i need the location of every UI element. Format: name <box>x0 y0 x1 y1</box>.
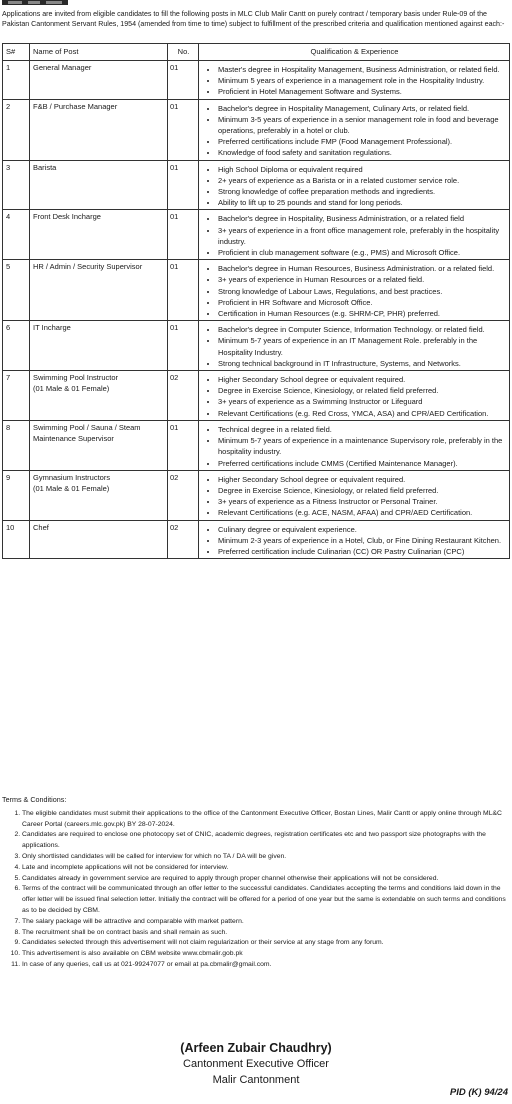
row-sn: 7 <box>3 371 30 421</box>
row-qualifications <box>199 160 510 210</box>
row-post-count: 01 <box>168 99 199 160</box>
row-sn: 2 <box>3 99 30 160</box>
row-post-name <box>30 61 168 100</box>
qualification-item: • Proficient in HR Software and Microsoft Office. <box>218 297 507 308</box>
post-name-line: IT Incharge <box>33 323 71 333</box>
row-post-name <box>30 520 168 559</box>
row-post-count: 01 <box>168 321 199 371</box>
terms-item: 2. Candidates are required to enclose one photocopy set of CNIC, academic degrees, registration certificates etc and two passport size photographs with the applications. <box>22 830 510 852</box>
qualification-item: • Technical degree in a related field. <box>218 424 507 435</box>
header-sn: S# <box>3 44 30 61</box>
table-row <box>3 321 510 371</box>
qualification-item: • Minimum 2-3 years of experience in a Hotel, Club, or Fine Dining Restaurant Kitchen. <box>218 535 507 546</box>
qualification-list <box>202 263 507 319</box>
signatory-name: (Arfeen Zubair Chaudhry) <box>180 1041 332 1055</box>
row-post-name <box>30 160 168 210</box>
terms-item: 10. This advertisement is also available on CBM website www.cbmalir.gob.pk <box>22 949 510 960</box>
qualification-item: • 2+ years of experience as a Barista or in a related customer service role. <box>218 175 507 186</box>
row-post-name <box>30 321 168 371</box>
qualification-item: • Master's degree in Hospitality Management, Business Administration, or related field. <box>218 64 507 75</box>
qualification-item: • Preferred certifications include FMP (Food Management Professional). <box>218 136 507 147</box>
table-row <box>3 99 510 160</box>
qualification-item: • Higher Secondary School degree or equivalent required. <box>218 474 507 485</box>
pid-number: PID (K) 94/24 <box>449 1087 508 1098</box>
cut-off-header-logo <box>2 0 68 6</box>
row-qualifications <box>199 371 510 421</box>
row-qualifications <box>199 520 510 559</box>
terms-item: 7. The salary package will be attractive and comparable with market pattern. <box>22 917 510 928</box>
row-post-name <box>30 371 168 421</box>
qualification-item: • Higher Secondary School degree or equivalent required. <box>218 374 507 385</box>
qualification-item: • Culinary degree or equivalent experience. <box>218 524 507 535</box>
posts-table <box>2 43 510 559</box>
intro-paragraph: Applications are invited from eligible candidates to fill the following posts in MLC Club Malir Cantt on purely contract / temporary basis under Rule-09 of the Pakistan Cantonment Servant Rules, 1954 (amended from time to time) subject to fulfillment of the prescribed criteria and qualification mentioned against each:- <box>2 10 505 28</box>
qualification-item: • Ability to lift up to 25 pounds and stand for long periods. <box>218 197 507 208</box>
qualification-list <box>202 324 507 369</box>
qualification-item: • Relevant Certifications (e.g. Red Cross, YMCA, ASA) and CPR/AED Certification. <box>218 408 507 419</box>
row-post-count: 01 <box>168 420 199 470</box>
row-sn: 4 <box>3 210 30 260</box>
row-post-count: 01 <box>168 260 199 321</box>
table-row <box>3 520 510 559</box>
row-post-count: 02 <box>168 520 199 559</box>
qualification-item: • Degree in Exercise Science, Kinesiology, or related field preferred. <box>218 485 507 496</box>
qualification-item: • Proficient in Hotel Management Software and Systems. <box>218 86 507 97</box>
terms-item: 1. The eligible candidates must submit their applications to the office of the Cantonment Executive Officer, Bostan Lines, Malir Cantt or apply online through ML&C Career Portal (careers.mlc.gov.pk) BY 28-07-2024. <box>22 809 510 831</box>
qualification-item: • Preferred certification include Culinarian (CC) OR Pastry Culinarian (CPC) <box>218 546 507 557</box>
qualification-item: • 3+ years of experience in Human Resources or a related field. <box>218 274 507 285</box>
table-row <box>3 260 510 321</box>
post-name-line: General Manager <box>33 63 92 72</box>
terms-item: 11. In case of any queries, call us at 021-99247077 or email at pa.cbmalir@gmail.com. <box>22 960 510 971</box>
terms-item: 6. Terms of the contract will be communicated through an offer letter to the successful candidates. Candidates accepting the terms and conditions laid down in the offer letter will be issued final selection letter. Initially the contract will be offered for a period of one year but the same is extendable on such terms and conditions as to be decided by CBM. <box>22 884 510 916</box>
row-qualifications <box>199 260 510 321</box>
qualification-item: • Strong knowledge of coffee preparation methods and ingredients. <box>218 186 507 197</box>
qualification-item: • 3+ years of experience in a front office management role, preferably in the hospitality industry. <box>218 225 507 247</box>
qualification-item: • Bachelor's degree in Human Resources, Business Administration. or a related field. <box>218 263 507 274</box>
qualification-item: • Preferred certifications include CMMS (Certified Maintenance Manager). <box>218 458 507 469</box>
row-post-name <box>30 210 168 260</box>
qualification-item: • 3+ years of experience as a Swimming Instructor or Lifeguard <box>218 396 507 407</box>
post-name-line: F&B / Purchase Manager <box>33 101 118 111</box>
table-row <box>3 210 510 260</box>
header-qualification: Qualification & Experience <box>199 44 510 61</box>
qualification-list <box>202 64 507 98</box>
row-post-name <box>30 420 168 470</box>
row-sn: 1 <box>3 61 30 100</box>
qualification-list <box>202 424 507 469</box>
terms-list <box>2 809 510 971</box>
row-post-count: 01 <box>168 210 199 260</box>
header-name-of-post: Name of Post <box>30 44 168 61</box>
qualification-item: • Proficient in club management software (e.g., PMS) and Microsoft Office. <box>218 247 507 258</box>
row-qualifications <box>199 61 510 100</box>
qualification-list <box>202 103 507 159</box>
row-post-name <box>30 99 168 160</box>
row-qualifications <box>199 420 510 470</box>
qualification-item: • Minimum 5 years of experience in a management role in the Hospitality Industry. <box>218 75 507 86</box>
post-name-line: Swimming Pool / Sauna / Steam <box>33 422 141 432</box>
qualification-item: • Minimum 5-7 years of experience in a maintenance Supervisory role, preferably in the hospitality industry. <box>218 435 507 457</box>
table-row <box>3 420 510 470</box>
row-post-count: 02 <box>168 470 199 520</box>
terms-item: 8. The recruitment shall be on contract basis and shall remain as such. <box>22 928 510 939</box>
row-qualifications <box>199 470 510 520</box>
row-post-name <box>30 260 168 321</box>
row-qualifications <box>199 210 510 260</box>
post-name-line: Chef <box>33 522 49 532</box>
post-name-line: Gymnasium Instructors <box>33 472 111 482</box>
qualification-item: • 3+ years of experience as a Fitness Instructor or Personal Trainer. <box>218 496 507 507</box>
qualification-item: • Relevant Certifications (e.g. ACE, NASM, AFAA) and CPR/AED Certification. <box>218 507 507 518</box>
post-name-line-2: (01 Male & 01 Female) <box>33 384 110 394</box>
post-name-line-2: Maintenance Supervisor <box>33 434 114 444</box>
row-sn: 6 <box>3 321 30 371</box>
post-name-line: Front Desk Incharge <box>33 212 101 222</box>
row-post-count: 01 <box>168 160 199 210</box>
qualification-item: • Knowledge of food safety and sanitation regulations. <box>218 147 507 158</box>
row-sn: 10 <box>3 520 30 559</box>
table-row <box>3 61 510 100</box>
post-name-line-2: (01 Male & 01 Female) <box>33 483 110 493</box>
post-name-line: Swimming Pool Instructor <box>33 373 119 383</box>
post-name-line: Barista <box>33 162 57 172</box>
qualification-item: • Degree in Exercise Science, Kinesiology, or related field preferred. <box>218 385 507 396</box>
terms-item: 9. Candidates selected through this advertisement will not claim regularization or their service at any stage from any forum. <box>22 938 510 949</box>
qualification-item: • Bachelor's degree in Computer Science, Information Technology. or related field. <box>218 324 507 335</box>
terms-section <box>2 795 510 971</box>
row-qualifications <box>199 321 510 371</box>
row-post-count: 02 <box>168 371 199 421</box>
table-row <box>3 371 510 421</box>
qualification-item: • Strong technical background in IT Infrastructure, Systems, and Networks. <box>218 358 507 369</box>
qualification-list <box>202 374 507 419</box>
terms-item: 5. Candidates already in government service are required to apply through proper channel otherwise their applications will not be considered. <box>22 874 510 885</box>
post-name-line: HR / Admin / Security Supervisor <box>33 262 143 272</box>
qualification-list <box>202 164 507 209</box>
qualification-list <box>202 524 507 558</box>
terms-item: 4. Late and incomplete applications will not be considered for interview. <box>22 863 510 874</box>
table-header-row <box>3 44 510 61</box>
header-no: No. <box>168 44 199 61</box>
terms-title: Terms & Conditions: <box>2 795 67 804</box>
qualification-item: • Certification in Human Resources (e.g. SHRM-CP, PHR) preferred. <box>218 308 507 319</box>
row-sn: 3 <box>3 160 30 210</box>
terms-item: 3. Only shortlisted candidates will be called for interview for which no TA / DA will be given. <box>22 852 510 863</box>
row-sn: 9 <box>3 470 30 520</box>
row-qualifications <box>199 99 510 160</box>
table-row <box>3 160 510 210</box>
qualification-item: • Strong knowledge of Labour Laws, Regulations, and best practices. <box>218 286 507 297</box>
table-row <box>3 470 510 520</box>
signature-block <box>0 1040 512 1088</box>
qualification-list <box>202 474 507 519</box>
qualification-item: • Bachelor's degree in Hospitality Management, Culinary Arts, or related field. <box>218 103 507 114</box>
signatory-office: Malir Cantonment <box>212 1074 300 1086</box>
qualification-item: • Bachelor's degree in Hospitality, Business Administration, or a related field <box>218 213 507 224</box>
row-post-name <box>30 470 168 520</box>
qualification-item: • Minimum 3-5 years of experience in a senior management role in food and beverage operations, preferably in a hotel or club. <box>218 114 507 136</box>
qualification-item: • High School Diploma or equivalent required <box>218 164 507 175</box>
row-sn: 5 <box>3 260 30 321</box>
signatory-designation: Cantonment Executive Officer <box>183 1058 329 1070</box>
row-sn: 8 <box>3 420 30 470</box>
qualification-item: • Minimum 5-7 years of experience in an IT Management Role. preferably in the Hospitality Industry. <box>218 335 507 357</box>
qualification-list <box>202 213 507 258</box>
row-post-count: 01 <box>168 61 199 100</box>
